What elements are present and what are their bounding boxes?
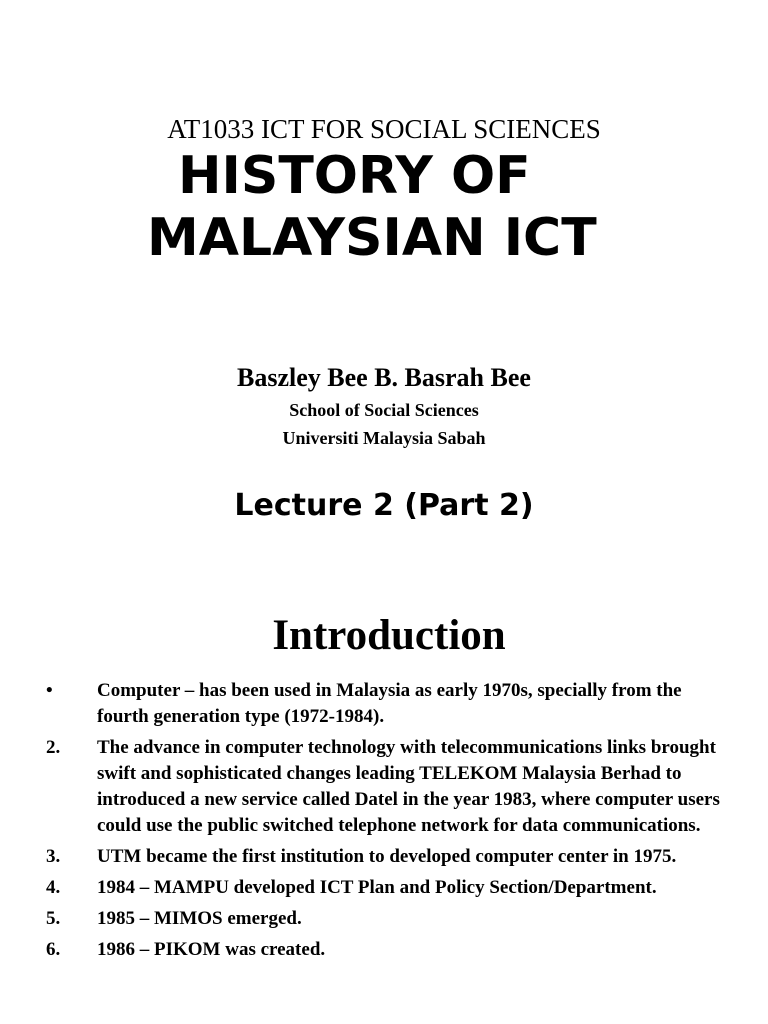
list-item	[0, 906, 768, 932]
list-number: 2.	[46, 737, 61, 758]
lecture-label: Lecture 2 (Part 2)	[234, 488, 534, 523]
course-code-heading: AT1033 ICT FOR SOCIAL SCIENCES	[167, 114, 601, 144]
university-name: Universiti Malaysia Sabah	[282, 428, 486, 448]
slide-title-line-1: HISTORY OF	[178, 146, 531, 206]
list-item-text: Computer – has been used in Malaysia as early 1970s, specially from the fourth generation type (1972-1984).	[97, 680, 682, 727]
introduction-points	[0, 678, 768, 968]
list-number: 3.	[46, 846, 61, 867]
slide-title-line-2: MALAYSIAN ICT	[147, 208, 597, 268]
introduction-heading: Introduction	[272, 612, 506, 659]
list-item-text: 1985 – MIMOS emerged.	[97, 908, 302, 929]
school-name: School of Social Sciences	[289, 400, 479, 420]
list-item	[0, 937, 768, 963]
list-item	[0, 678, 768, 730]
bullet-marker: •	[46, 680, 53, 701]
list-item-text: UTM became the first institution to developed computer center in 1975.	[97, 846, 677, 867]
list-number: 6.	[46, 939, 61, 960]
list-number: 5.	[46, 908, 61, 929]
list-item-text: 1986 – PIKOM was created.	[97, 939, 326, 960]
list-item-text: The advance in computer technology with telecommunications links brought swift and sophisticated changes leading TELEKOM Malaysia Berhad to introduced a new service called Datel in the year 1983, where computer users could use the public switched telephone network for data communications.	[97, 737, 720, 836]
list-item	[0, 735, 768, 839]
list-item	[0, 844, 768, 870]
list-item-text: 1984 – MAMPU developed ICT Plan and Policy Section/Department.	[97, 877, 657, 898]
author-name: Baszley Bee B. Basrah Bee	[237, 363, 531, 392]
list-item	[0, 875, 768, 901]
list-number: 4.	[46, 877, 61, 898]
